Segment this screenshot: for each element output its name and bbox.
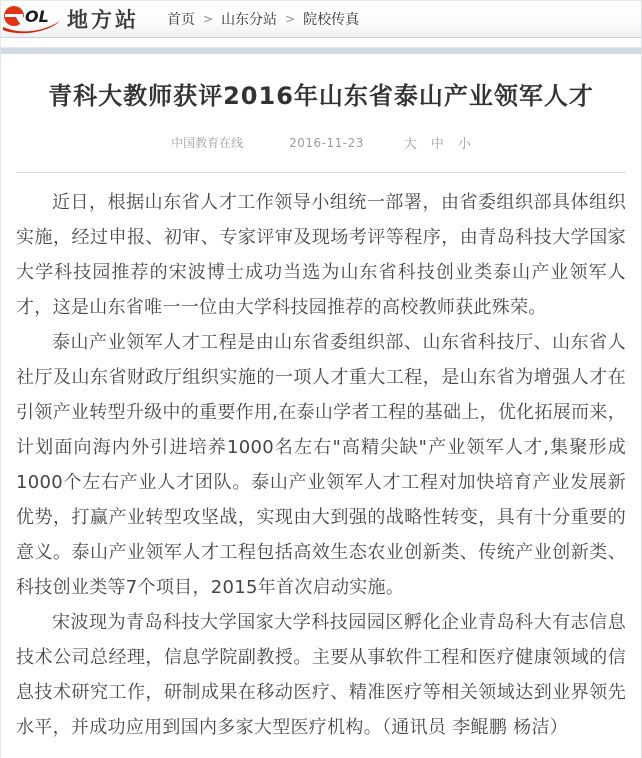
font-size-large-button[interactable]: 大 (403, 137, 417, 152)
eol-logo-icon (3, 3, 61, 35)
article-container (1, 54, 641, 745)
breadcrumb (167, 9, 359, 29)
top-header-bar (1, 0, 641, 38)
article-meta (16, 133, 626, 152)
article-title: 青科大教师获评2016年山东省泰山产业领军人才 (48, 82, 594, 110)
breadcrumb-campus-news[interactable]: 院校传真 (303, 12, 360, 28)
article-paragraph: 宋波现为青岛科技大学国家大学科技园园区孵化企业青岛科大有志信息技术公司总经理，信息学院副教授。主要从事软件工程和医疗健康领域的信息技术研究工作，研制成果在移动医疗、精准医疗等相关领域达到业界领先水平，并成功应用到国内多家大型医疗机构。（通讯员 李鲲鹏 杨洁） (16, 612, 626, 738)
header-gap (1, 38, 641, 47)
eol-logo[interactable] (3, 3, 139, 35)
breadcrumb-separator-icon: > (203, 12, 214, 26)
breadcrumb-home[interactable]: 首页 (167, 12, 195, 28)
breadcrumb-shandong[interactable]: 山东分站 (221, 12, 278, 28)
article-source: 中国教育在线 (171, 136, 244, 150)
meta-divider (16, 172, 626, 173)
font-size-medium-button[interactable]: 中 (430, 137, 444, 152)
site-name: 地方站 (67, 8, 139, 32)
article-date: 2016-11-23 (289, 135, 364, 150)
article-body (16, 181, 626, 745)
svg-text:OL: OL (25, 7, 49, 26)
breadcrumb-separator-icon: > (285, 12, 296, 26)
font-size-controls (404, 133, 471, 152)
article-paragraph: 近日，根据山东省人才工作领导小组统一部署，由省委组织部具体组织实施，经过申报、初审、专家评审及现场考评等程序，由青岛科技大学国家大学科技园推荐的宋波博士成功当选为山东省科技创业类泰山产业领军人才，这是山东省唯一一位由大学科技园推荐的高校教师获此殊荣。 (16, 192, 626, 318)
font-size-small-button[interactable]: 小 (457, 137, 471, 152)
divider-band (1, 47, 641, 54)
article-paragraph: 泰山产业领军人才工程是由山东省委组织部、山东省科技厅、山东省人社厅及山东省财政厅组织实施的一项人才重大工程，是山东省为增强人才在引领产业转型升级中的重要作用,在泰山学者工程的基础上，优化拓展而来，计划面向海内外引进培养1000名左右"高精尖缺"产业领军人才,集聚形成1000个左右产业人才团队。泰山产业领军人才工程对加快培育产业发展新优势，打赢产业转型攻坚战，实现由大到强的战略性转变，具有十分重要的意义。泰山产业领军人才工程包括高效生态农业创新类、传统产业创新类、科技创业类等7个项目，2015年首次启动实施。 (16, 332, 626, 598)
